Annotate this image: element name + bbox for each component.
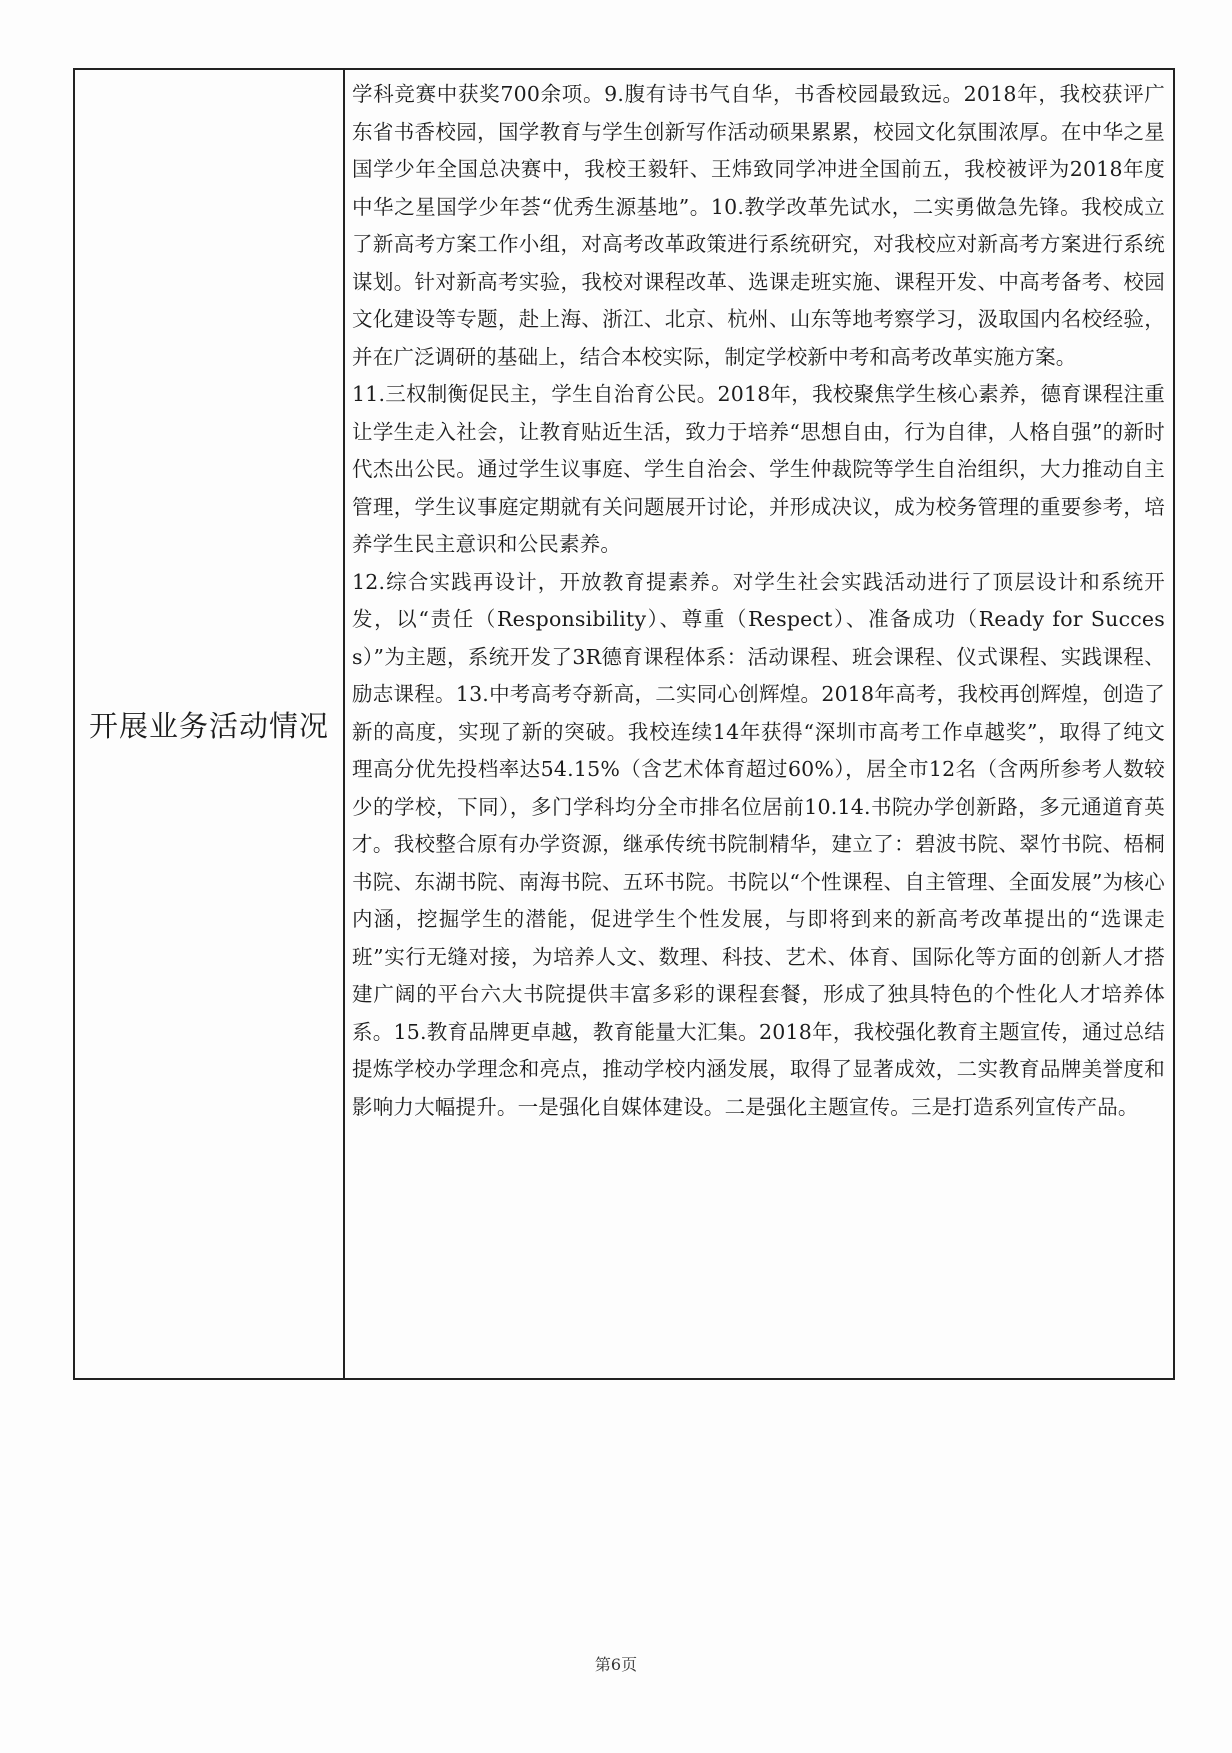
activity-table xyxy=(73,68,1175,1380)
content-paragraph: 11.三权制衡促民主，学生自治育公民。2018年，我校聚焦学生核心素养，德育课程注重让学生走入社会，让教育贴近生活，致力于培养“思想自由，行为自律，人格自强”的新时代杰出公民。通过学生议事庭、学生自治会、学生仲裁院等学生自治组织，大力推动自主管理，学生议事庭定期就有关问题展开讨论，并形成决议，成为校务管理的重要参考，培养学生民主意识和公民素养。 xyxy=(352,382,1165,556)
content-paragraph: 12.综合实践再设计，开放教育提素养。对学生社会实践活动进行了顶层设计和系统开发，以“责任（Responsibility）、尊重（Respect）、准备成功（Ready for Success）”为主题，系统开发了3R德育课程体系：活动课程、班会课程、仪式课程、实践课程、励志课程。13.中考高考夺新高，二实同心创辉煌。2018年高考，我校再创辉煌，创造了新的高度，实现了新的突破。我校连续14年获得“深圳市高考工作卓越奖”，取得了纯文理高分优先投档率达54.15%（含艺术体育超过60%），居全市12名（含两所参考人数较少的学校，下同），多门学科均分全市排名位居前10.14.书院办学创新路，多元通道育英才。我校整合原有办学资源，继承传统书院制精华，建立了：碧波书院、翠竹书院、梧桐书院、东湖书院、南海书院、五环书院。书院以“个性课程、自主管理、全面发展”为核心内涵，挖掘学生的潜能，促进学生个性发展，与即将到来的新高考改革提出的“选课走班”实行无缝对接，为培养人文、数理、科技、艺术、体育、国际化等方面的创新人才搭建广阔的平台六大书院提供丰富多彩的课程套餐，形成了独具特色的个性化人才培养体系。15.教育品牌更卓越，教育能量大汇集。2018年，我校强化教育主题宣传，通过总结提炼学校办学理念和亮点，推动学校内涵发展，取得了显著成效，二实教育品牌美誉度和影响力大幅提升。一是强化自媒体建设。二是强化主题宣传。三是打造系列宣传产品。 xyxy=(352,569,1165,1119)
row-label-cell xyxy=(75,70,345,1378)
row-label: 开展业务活动情况 xyxy=(88,708,329,743)
page-number: 第6页 xyxy=(594,1655,638,1674)
content-paragraph: 学科竞赛中获奖700余项。9.腹有诗书气自华，书香校园最致远。2018年，我校获评广东省书香校园，国学教育与学生创新写作活动硕果累累，校园文化氛围浓厚。在中华之星国学少年全国总决赛中，我校王毅轩、王炜致同学冲进全国前五，我校被评为2018年度中华之星国学少年荟“优秀生源基地”。10.教学改革先试水，二实勇做急先锋。我校成立了新高考方案工作小组，对高考改革政策进行系统研究，对我校应对新高考方案进行系统谋划。针对新高考实验，我校对课程改革、选课走班实施、课程开发、中高考备考、校园文化建设等专题，赴上海、浙江、北京、杭州、山东等地考察学习，汲取国内名校经验，并在广泛调研的基础上，结合本校实际，制定学校新中考和高考改革实施方案。 xyxy=(352,82,1165,369)
row-content-cell xyxy=(345,70,1173,1378)
